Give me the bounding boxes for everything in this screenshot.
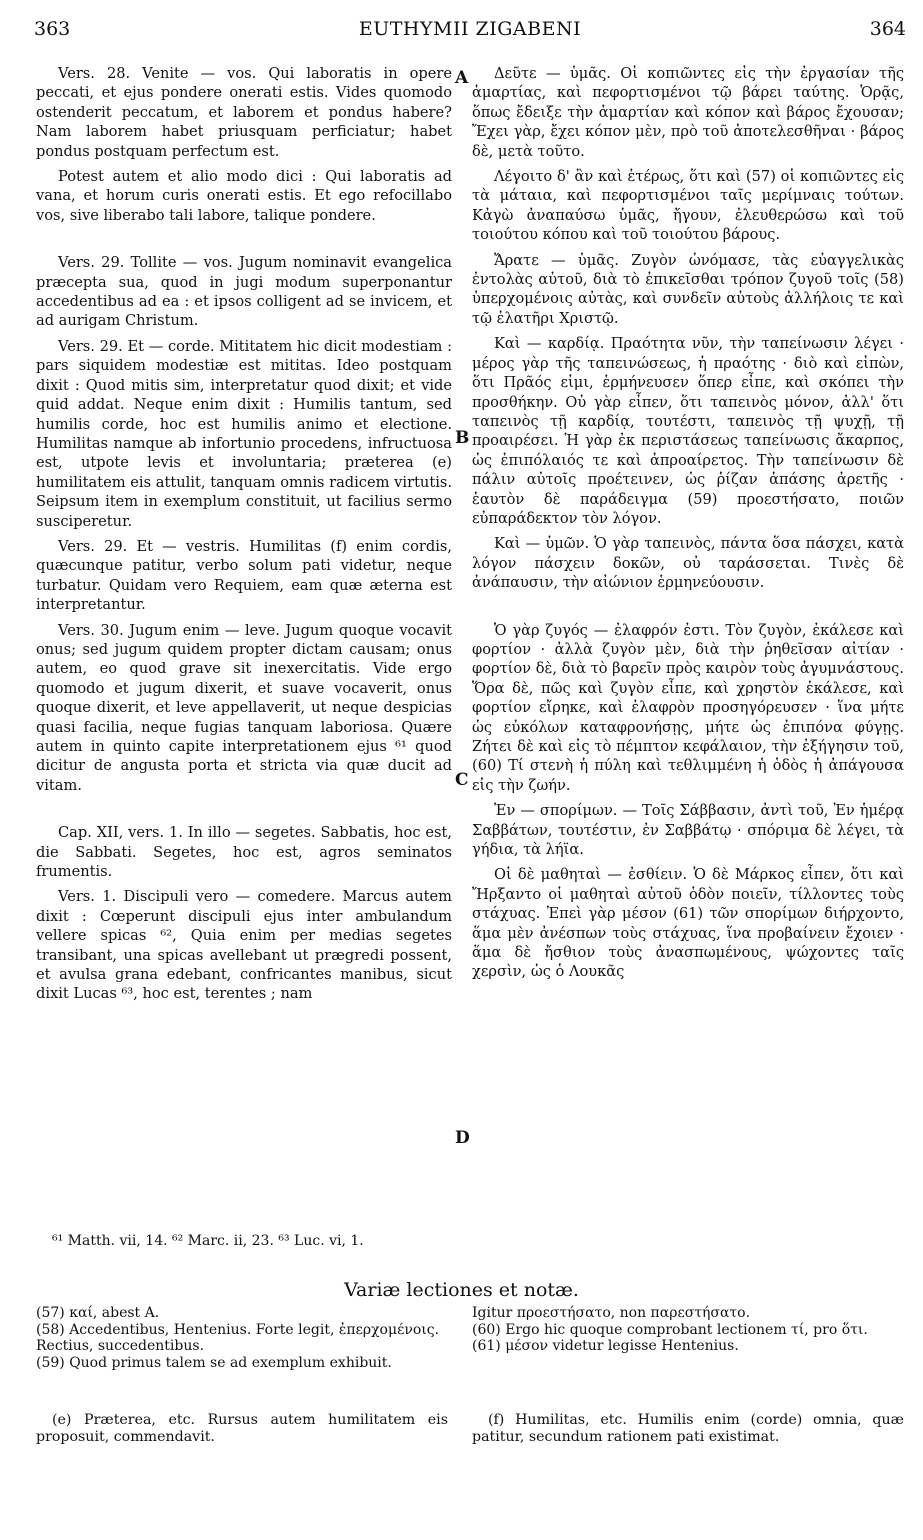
note-item: (60) Ergo hic quoque comprobant lectionem τί, pro ὅτι. bbox=[472, 1321, 868, 1338]
greek-paragraph: Καὶ — ὑμῶν. Ὁ γὰρ ταπεινὸς, πάντα ὅσα πάσχει, κατὰ λόγον πάσχειν δοκῶν, οὐ ταράσσεται. Τινὲς δὲ ἀνάπαυσιν, τὴν αἰώνιον ἑρμηνεύουσιν. bbox=[472, 535, 904, 592]
footnote-citations: ⁶¹ Matth. vii, 14. ⁶² Marc. ii, 23. ⁶³ Luc. vi, 1. bbox=[52, 1233, 364, 1249]
note-f-text: (f) Humilitas, etc. Humilis enim (corde) omnia, quæ patitur, secundum rationem pati existimat. bbox=[472, 1412, 904, 1445]
note-item: (59) Quod primus talem se ad exemplum exhibuit. bbox=[36, 1354, 392, 1371]
note-item: Igitur προεστήσατο, non παρεστήσατο. bbox=[472, 1305, 751, 1321]
greek-paragraph: Λέγοιτο δ' ἂν καὶ ἑτέρως, ὅτι καὶ (57) οἱ κοπιῶντες εἰς τὰ μάταια, καὶ πεφορτισμένοι ταῖς μερίμναις τούτων. Κἀγὼ ἀναπαύσω ὑμᾶς, ἤγουν, ἐλευθερώσω καὶ τοῦ τοιούτου κόπου καὶ τοῦ τοιούτου βάρους. bbox=[472, 168, 904, 244]
greek-paragraph: Ἄρατε — ὑμᾶς. Ζυγὸν ὠνόμασε, τὰς εὐαγγελικὰς ἐντολὰς αὐτοῦ, διὰ τὸ ἐπικεῖσθαι τρόπον ζυγοῦ τοῖς (58) ὑπερχομένοις αὐτὰς, καὶ συνδεῖν αὐτοὺς ἀλλήλοις τε καὶ τῷ ἐλατῆρι Χριστῷ. bbox=[472, 251, 904, 327]
latin-paragraph: Cap. XII, vers. 1. In illo — segetes. Sabbatis, hoc est, die Sabbati. Segetes, hoc est, agros seminatos frumentis. bbox=[36, 824, 452, 881]
greek-paragraph: Ἐν — σπορίμων. — Τοῖς Σάββασιν, ἀντὶ τοῦ, Ἐν ἡμέρᾳ Σαββάτων, τουτέστιν, ἐν Σαββάτῳ · σπόριμα δὲ λέγει, τὰ γήδια, τὰ λήϊα. bbox=[472, 802, 904, 859]
note-item: (61) μέσον videtur legisse Hentenius. bbox=[472, 1338, 739, 1354]
notes-left bbox=[36, 1305, 448, 1371]
greek-paragraph: Ὁ γὰρ ζυγός — ἐλαφρόν ἐστι. Τὸν ζυγὸν, ἐκάλεσε καὶ φορτίον · ἀλλὰ ζυγὸν μὲν, διὰ τὴν ῥηθεῖσαν αἰτίαν · φορτίον δὲ, διὰ τὸ βαρεῖν πρὸς καιρὸν τοὺς ἀγυμνάστους. Ὅρα δὲ, πῶς καὶ ζυγὸν εἶπε, καὶ χρηστὸν ἐκάλεσε, καὶ φορτίον εἴρηκε, καὶ ἐλαφρὸν προσηγόρευσεν · ἵνα μήτε ὡς εὐκόλων καταφρονήσῃς, μήτε ὡς ἐπιπόνα φύγῃς. Ζήτει δὲ καὶ εἰς τὸ πέμπτον κεφάλαιον, τὴν ἐξήγησιν τοῦ, (60) Τί στενὴ ἡ πύλη καὶ τεθλιμμένη ἡ ὁδὸς ἡ ἀπάγουσα εἰς τὴν ζωήν. bbox=[472, 621, 904, 794]
latin-paragraph: Potest autem et alio modo dici : Qui laboratis ad vana, et horum curis onerati estis. Et ego refocillabo vos, sive liberabo tali labore, talique pondere. bbox=[36, 168, 452, 224]
greek-column bbox=[472, 64, 904, 988]
greek-paragraph: Οἱ δὲ μαθηταὶ — ἐσθίειν. Ὁ δὲ Μάρκος εἶπεν, ὅτι καὶ Ἤρξαντο οἱ μαθηταὶ αὐτοῦ ὁδὸν ποιεῖν, τίλλοντες τοὺς στάχυας. Ἐπεὶ γὰρ μέσον (61) τῶν σπορίμων διήρχοντο, ἅμα μὲν ἀνέσπων τοὺς στάχυας, ἵνα προβαίνειν ἔχοιεν · ἅμα δὲ ἤσθιον τοὺς ἀνασπωμένους, ψώχοντες ταῖς χερσὶν, ὡς ὁ Λουκᾶς bbox=[472, 866, 904, 981]
latin-paragraph: Vers. 29. Et — corde. Mititatem hic dicit modestiam : pars siquidem modestiæ est mititas. Ideo postquam dixit : Quod mitis sim, interpretatur quod dixit; et vide quid addat. Neque enim dixit : Humilis tantum, sed humilis corde, hoc est humilis animo et electione. Humilitas namque ab infortunio procedens, infructuosa est, utpote levis et involuntaria; præterea (e) humilitatem eis attulit, tanquam omnis radicem virtutis. Seipsum item in exemplum constituit, ut facilius sermo susciperetur. bbox=[36, 337, 452, 530]
notes-right bbox=[472, 1305, 904, 1355]
margin-marker-c: C bbox=[455, 770, 469, 790]
note-item: (58) Accedentibus, Hentenius. Forte legit, ἐπερχομένοις. Rectius, succedentibus. bbox=[36, 1321, 440, 1354]
margin-marker-a: A bbox=[455, 68, 469, 88]
latin-column bbox=[36, 64, 452, 1010]
margin-marker-b: B bbox=[455, 428, 470, 448]
note-item: (57) καί, abest A. bbox=[36, 1305, 160, 1321]
page-number-right: 364 bbox=[869, 18, 906, 40]
latin-paragraph: Vers. 30. Jugum enim — leve. Jugum quoque vocavit onus; sed jugum quidem propter dictam causam; onus autem, eo quod grave sit inexercitatis. Vide ergo quomodo et jugum dixerit, et suave vocaverit, onus quoque dixerit, et leve appellaverit, ut neque despicias quasi facilia, neque fugias tanquam laboriosa. Quære autem in quinto capite interpretationem ejus ⁶¹ quod dicitur de angusta porta et stricta via quæ ducit ad vitam. bbox=[36, 621, 452, 794]
margin-marker-d: D bbox=[455, 1128, 470, 1148]
page-number-left: 363 bbox=[34, 18, 71, 40]
note-e-text: (e) Præterea, etc. Rursus autem humilitatem eis proposuit, commendavit. bbox=[36, 1412, 448, 1445]
running-title: EUTHYMII ZIGABENI bbox=[358, 18, 582, 40]
greek-paragraph: Δεῦτε — ὑμᾶς. Οἱ κοπιῶντες εἰς τὴν ἐργασίαν τῆς ἁμαρτίας, καὶ πεφορτισμένοι τῷ βάρει ταύτης. Ὁρᾷς, ὅπως ἔδειξε τὴν ἁμαρτίαν καὶ κόπον καὶ βάρος ἔχουσαν; Ἔχει γὰρ, ἔχει κόπον μὲν, πρὸ τοῦ ἀποτελεσθῆναι · βάρος δὲ, μετὰ τοῦτο. bbox=[472, 65, 904, 160]
page-header bbox=[34, 18, 906, 44]
latin-paragraph: Vers. 29. Et — vestris. Humilitas (f) enim cordis, quæcunque patitur, verbo solum pati videtur, neque turbatur. Quidam vero Requiem, eam quæ æterna est interpretantur. bbox=[36, 537, 452, 614]
latin-paragraph: Vers. 29. Tollite — vos. Jugum nominavit evangelica præcepta sua, quod in jugi modum superponantur accedentibus ad ea : et ipsos colligent ad se invicem, et ad aurigam Christum. bbox=[36, 254, 452, 330]
note-f bbox=[472, 1412, 904, 1446]
latin-paragraph: Vers. 1. Discipuli vero — comedere. Marcus autem dixit : Cœperunt discipuli ejus inter ambulandum vellere spicas ⁶², Quia enim per medias segetes transibant, una spicas avellebant ut prægredi possent, et avulsa grana edebant, confricantes manibus, sicut dixit Lucas ⁶³, hoc est, terentes ; nam bbox=[36, 888, 452, 1003]
latin-paragraph: Vers. 28. Venite — vos. Qui laboratis in opere peccati, et ejus pondere onerati estis. Vides quomodo ostenderit peccatum, et laborem et pondus habere? Nam laborem habet priusquam perficiatur; habet pondus postquam perfectum est. bbox=[36, 65, 452, 160]
note-e bbox=[36, 1412, 448, 1446]
greek-paragraph: Καὶ — καρδίᾳ. Πραότητα νῦν, τὴν ταπείνωσιν λέγει · μέρος γὰρ τῆς ταπεινώσεως, ἡ πραότης · διὸ καὶ εἰπὼν, ὅτι Πρᾶός εἰμι, ἑρμήνευσεν ὅπερ εἶπε, καὶ σκόπει τὴν προσθήκην. Οὐ γὰρ εἶπεν, ὅτι ταπεινὸς μόνον, ἀλλ' ὅτι ταπεινὸς τῇ καρδίᾳ, τουτέστι, ταπεινὸς τῇ ψυχῇ, τῇ προαιρέσει. Ἡ γὰρ ἐκ περιστάσεως ταπείνωσις ἄκαρπος, ὡς ἐπιπόλαιός τε καὶ ἀπροαίρετος. Τὴν ταπείνωσιν δὲ πάλιν αὐτοῖς προέτεινεν, ὡς ῥίζαν ἁπάσης ἀρετῆς · ἑαυτὸν δὲ παράδειγμα (59) προεστήσατο, ποιῶν εὐπαράδεκτον τὸν λόγον. bbox=[472, 335, 904, 527]
variae-lectiones-title: Variæ lectiones et notæ. bbox=[344, 1279, 579, 1301]
